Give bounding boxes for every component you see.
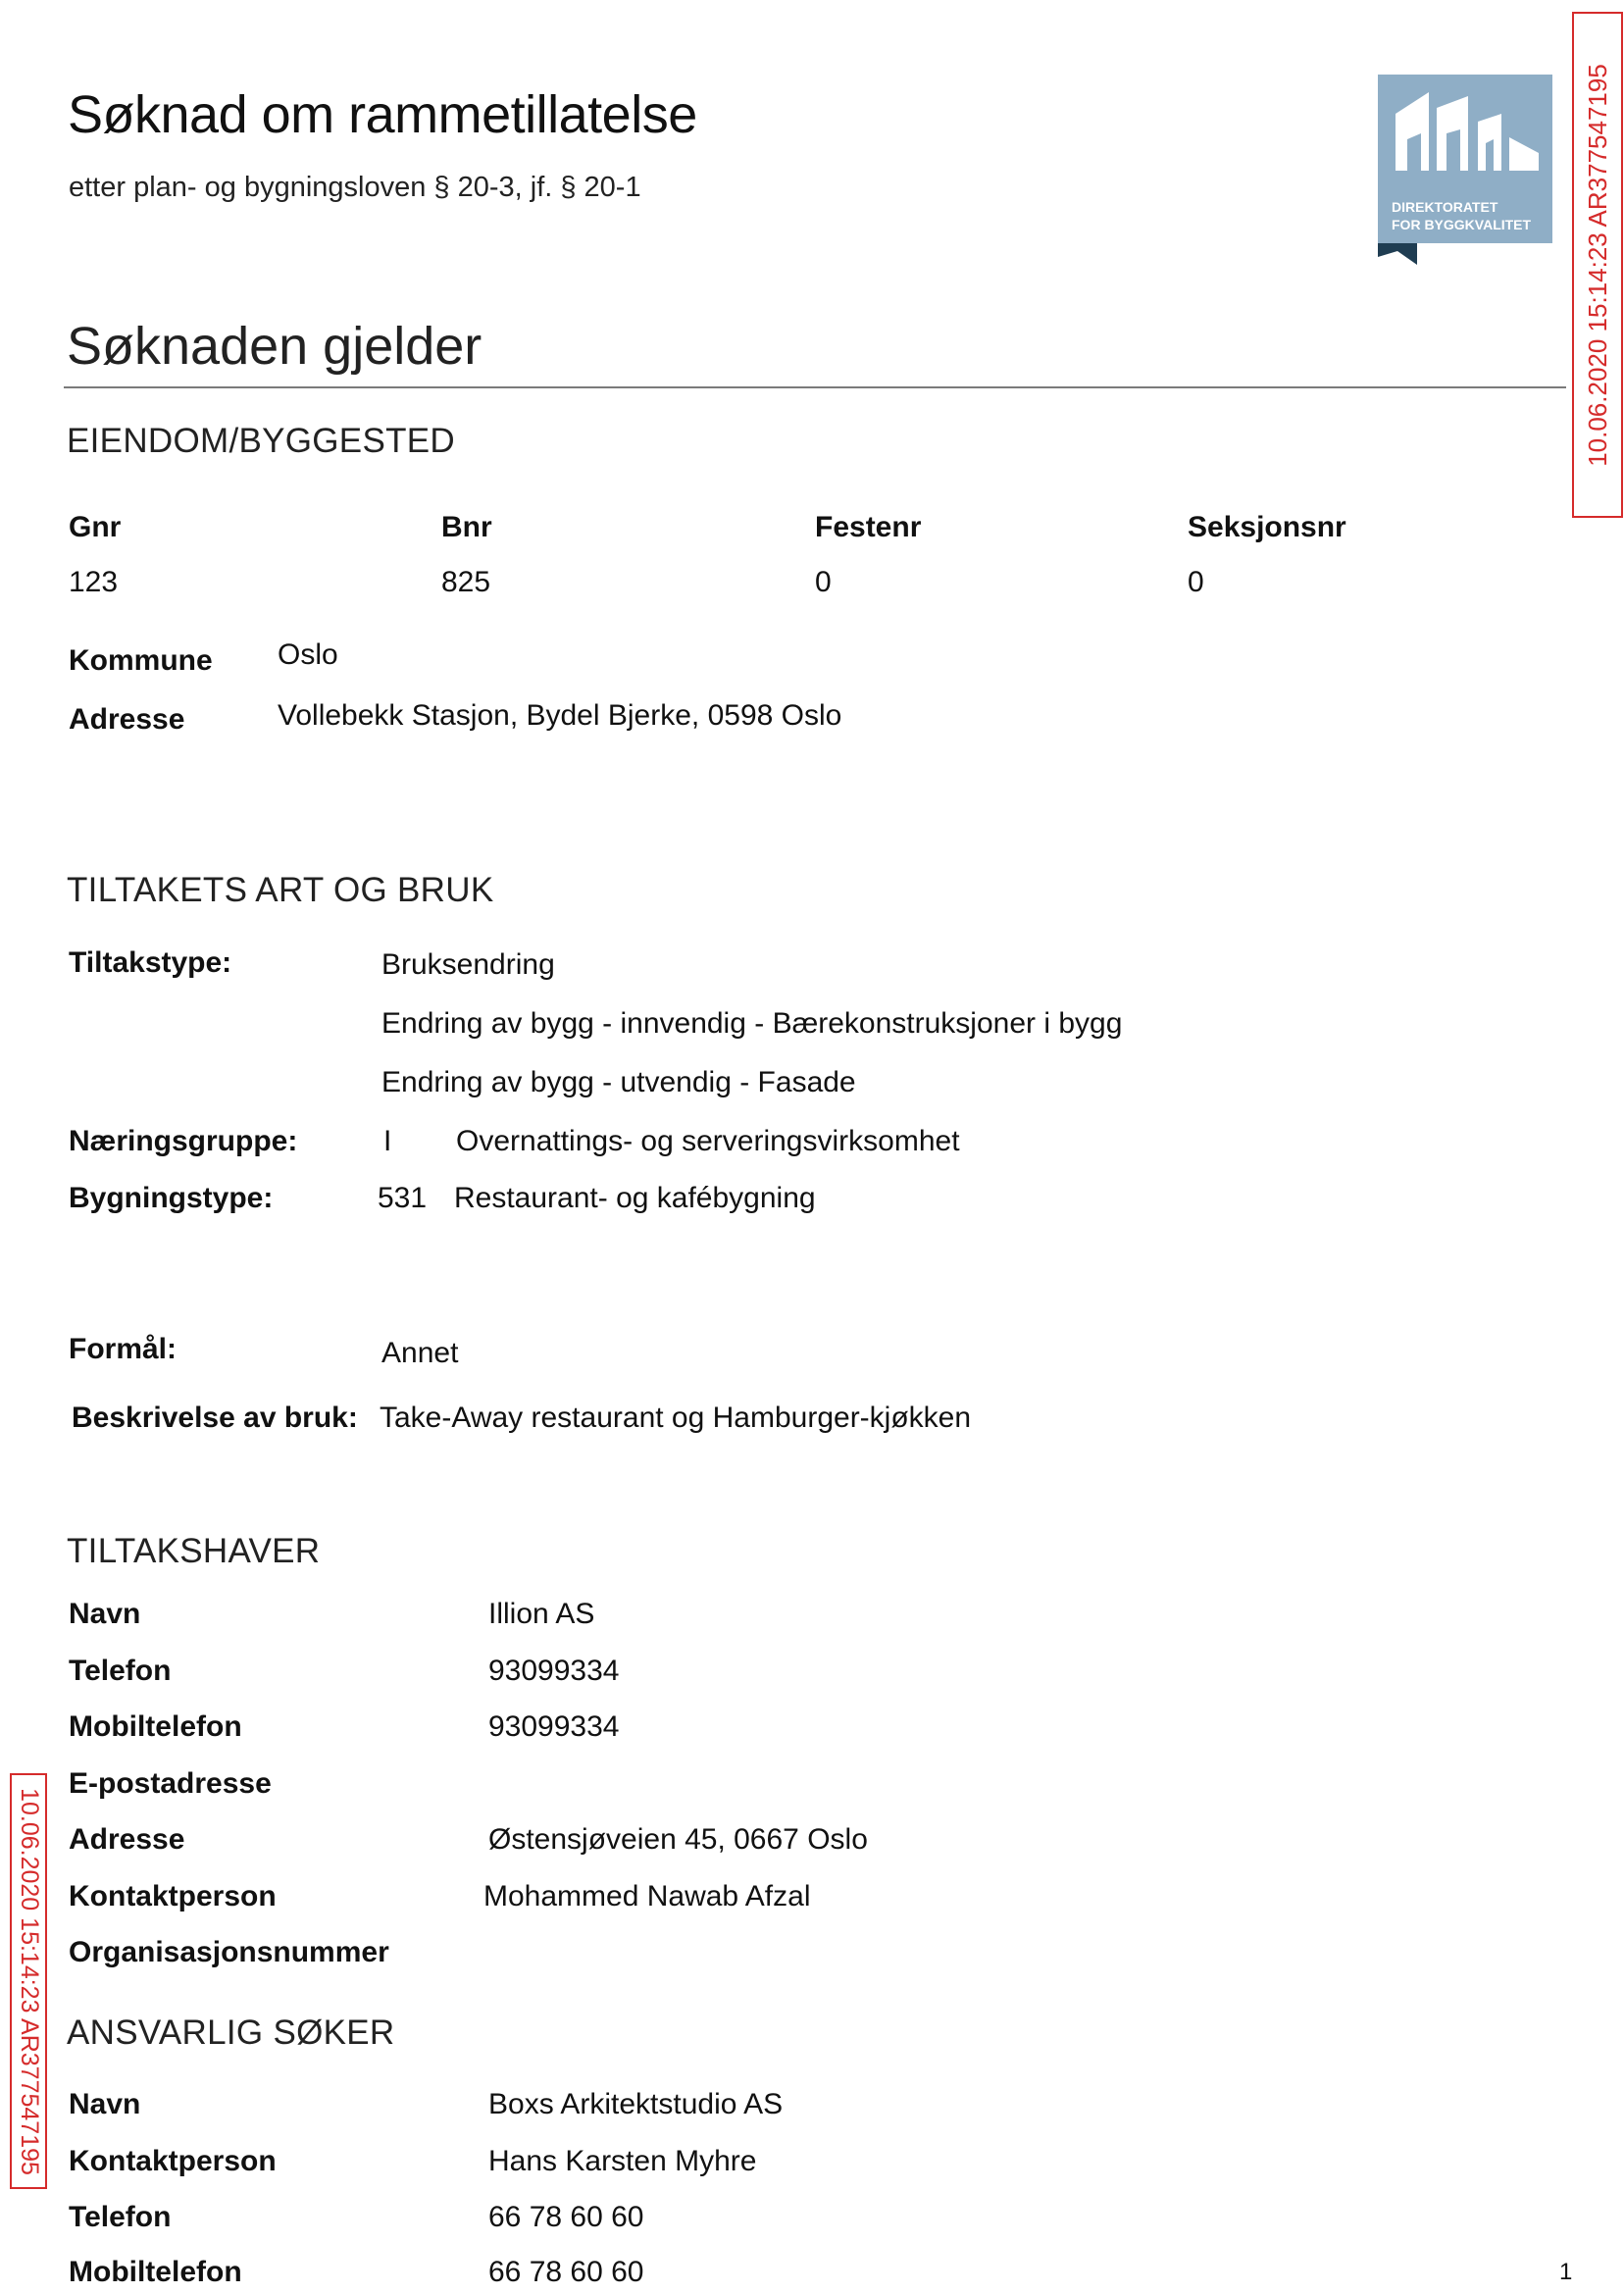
tiltakshaver-mobil-value: 93099334 [488, 1710, 620, 1743]
tiltakshaver-navn-value: Illion AS [488, 1598, 595, 1630]
naeringsgruppe-label: Næringsgruppe: [69, 1125, 298, 1157]
soker-telefon-label: Telefon [69, 2201, 172, 2233]
formaal-value: Annet [381, 1337, 459, 1369]
soker-navn-value: Boxs Arkitektstudio AS [488, 2088, 784, 2120]
tiltakshaver-adresse-value: Østensjøveien 45, 0667 Oslo [488, 1823, 868, 1856]
soker-mobil-value: 66 78 60 60 [488, 2256, 644, 2288]
soker-kontaktperson-value: Hans Karsten Myhre [488, 2145, 757, 2177]
bnr-label: Bnr [441, 511, 492, 543]
bygningstype-value: Restaurant- og kafébygning [454, 1182, 816, 1214]
bygningstype-label: Bygningstype: [69, 1182, 274, 1214]
section-divider [64, 386, 1566, 388]
tiltakshaver-kontaktperson-value: Mohammed Nawab Afzal [483, 1880, 811, 1912]
document-subtitle: etter plan- og bygningsloven § 20-3, jf. § 20-1 [69, 172, 641, 203]
festenr-value: 0 [815, 566, 832, 598]
gnr-label: Gnr [69, 511, 122, 543]
tiltakshaver-orgnr-label: Organisasjonsnummer [69, 1936, 389, 1968]
logo-text-line2: FOR BYGGKVALITET [1392, 217, 1532, 232]
dibk-logo-graphic [1378, 75, 1552, 265]
receipt-stamp-top [1572, 12, 1623, 518]
tiltakstype-item: Endring av bygg - innvendig - Bærekonstruksjoner i bygg [381, 1007, 1123, 1040]
soker-mobil-label: Mobiltelefon [69, 2256, 242, 2288]
bnr-value: 825 [441, 566, 491, 598]
beskrivelse-label: Beskrivelse av bruk: [72, 1402, 358, 1434]
bygningstype-code: 531 [378, 1182, 428, 1214]
document-title: Søknad om rammetillatelse [68, 85, 697, 144]
adresse-value: Vollebekk Stasjon, Bydel Bjerke, 0598 Oslo [278, 699, 842, 732]
receipt-stamp-text: 10.06.2020 15:14:23 AR377547195 [15, 1787, 43, 2175]
soker-telefon-value: 66 78 60 60 [488, 2201, 644, 2233]
festenr-label: Festenr [815, 511, 922, 543]
tiltakshaver-heading: TILTAKSHAVER [67, 1532, 321, 1570]
receipt-stamp-left [10, 1773, 47, 2189]
tiltak-heading: TILTAKETS ART OG BRUK [67, 871, 494, 909]
adresse-label: Adresse [69, 703, 185, 736]
tiltakstype-label: Tiltakstype: [69, 946, 232, 979]
kommune-label: Kommune [69, 644, 213, 677]
tiltakshaver-telefon-label: Telefon [69, 1655, 172, 1687]
tiltakshaver-telefon-value: 93099334 [488, 1655, 620, 1687]
soker-navn-label: Navn [69, 2088, 141, 2120]
property-heading: EIENDOM/BYGGESTED [67, 422, 455, 460]
tiltakstype-item: Bruksendring [381, 948, 555, 981]
gnr-value: 123 [69, 566, 119, 598]
naeringsgruppe-value: Overnattings- og serveringsvirksomhet [456, 1125, 960, 1157]
naeringsgruppe-code: I [383, 1125, 392, 1157]
tiltakshaver-navn-label: Navn [69, 1598, 141, 1630]
kommune-value: Oslo [278, 638, 338, 671]
page-number: 1 [1559, 2259, 1573, 2285]
seksjonsnr-label: Seksjonsnr [1188, 511, 1346, 543]
dibk-logo [1378, 75, 1552, 265]
ansvarlig-soker-heading: ANSVARLIG SØKER [67, 2014, 395, 2052]
soker-kontaktperson-label: Kontaktperson [69, 2145, 277, 2177]
section-title: Søknaden gjelder [67, 317, 482, 376]
receipt-stamp-text: 10.06.2020 15:14:23 AR377547195 [1582, 63, 1612, 467]
beskrivelse-value: Take-Away restaurant og Hamburger-kjøkken [380, 1402, 972, 1434]
tiltakshaver-adresse-label: Adresse [69, 1823, 185, 1856]
logo-text-line1: DIREKTORATET [1392, 199, 1498, 215]
tiltakshaver-kontaktperson-label: Kontaktperson [69, 1880, 277, 1912]
seksjonsnr-value: 0 [1188, 566, 1204, 598]
tiltakshaver-epost-label: E-postadresse [69, 1767, 272, 1800]
tiltakstype-item: Endring av bygg - utvendig - Fasade [381, 1066, 856, 1098]
formaal-label: Formål: [69, 1333, 178, 1365]
tiltakshaver-mobil-label: Mobiltelefon [69, 1710, 242, 1743]
